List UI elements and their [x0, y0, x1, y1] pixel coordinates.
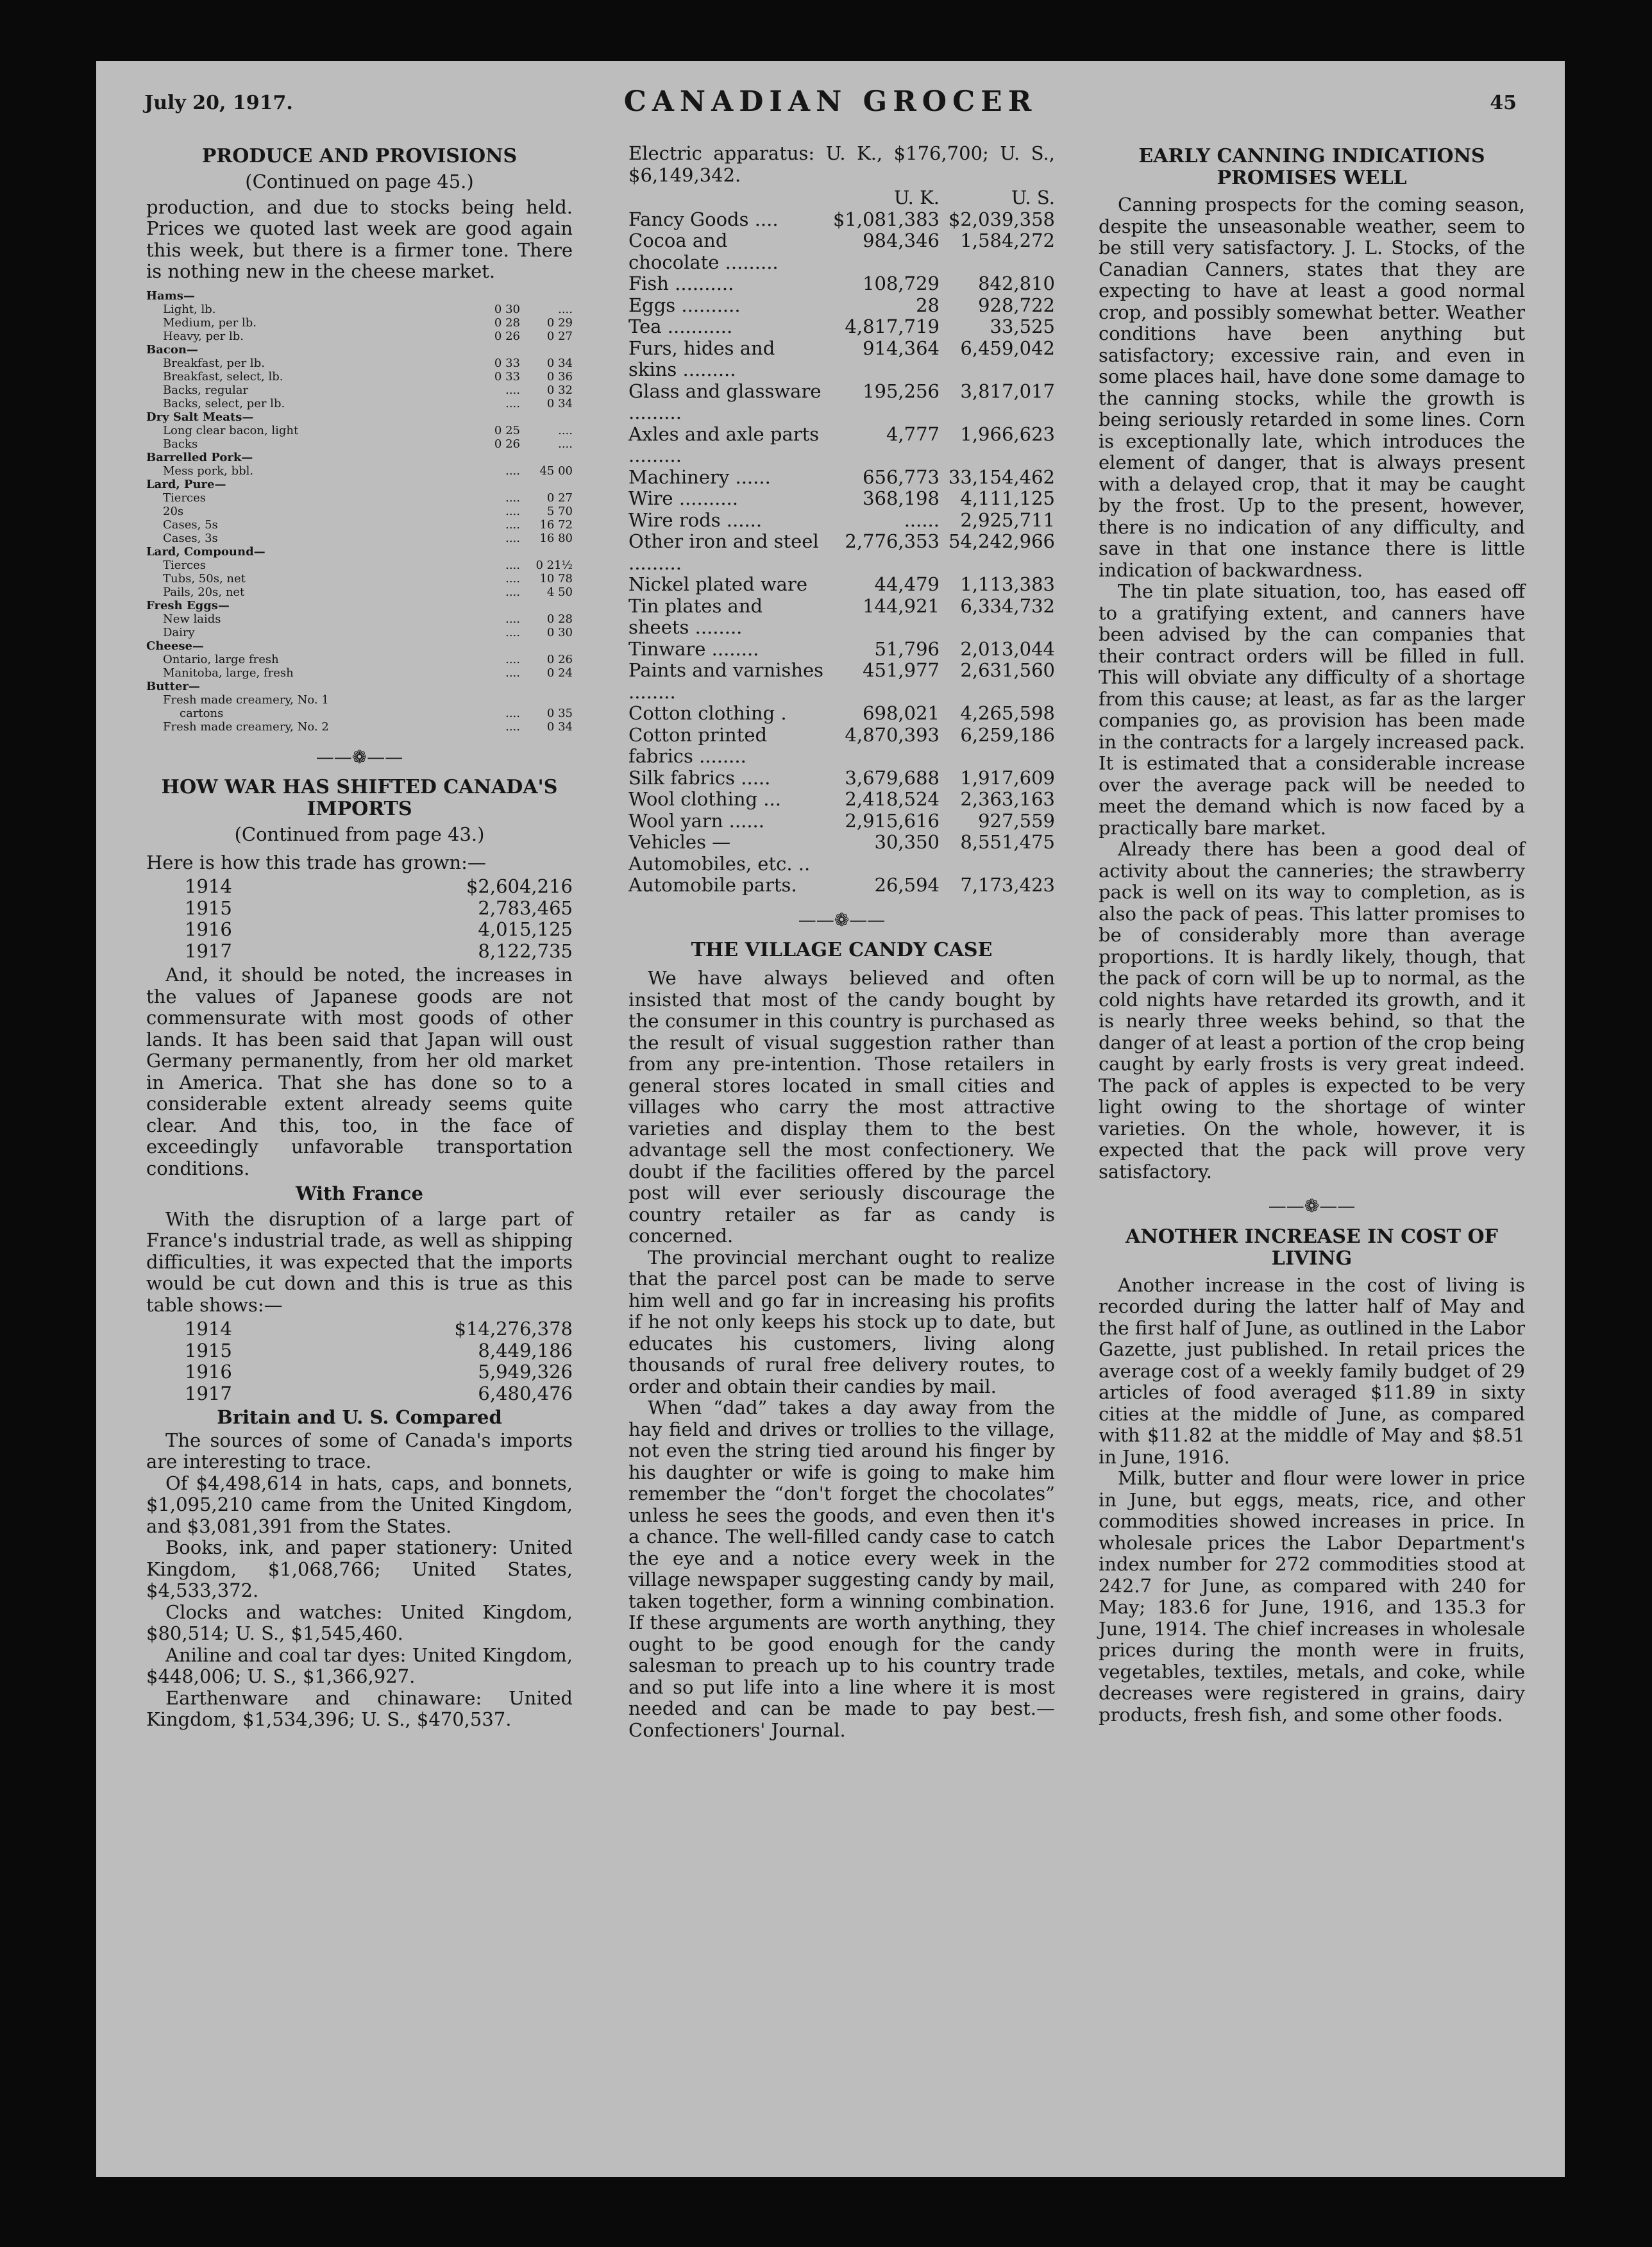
import-item: Automobile parts.: [628, 874, 797, 896]
price-row: [146, 532, 573, 545]
import-us: 8,551,475: [960, 831, 1055, 853]
price-high: 0 34: [546, 356, 573, 370]
britain-subheading: Britain and U. S. Compared: [217, 1406, 502, 1428]
article-paragraph: Aniline and coal tar dyes: United Kingdom, $448,006; U. S., $1,366,927.: [146, 1644, 573, 1687]
price-label: Backs, select, per lb.: [163, 396, 285, 410]
import-us: 3,817,017: [960, 380, 1055, 402]
import-uk: 51,796: [874, 637, 940, 660]
price-group-title: Dry Salt Meats—: [146, 410, 254, 424]
import-us: 7,173,423: [960, 874, 1055, 896]
figure-year: 1914: [185, 875, 232, 897]
imports-row: [628, 488, 1055, 510]
price-low: 0 26: [494, 329, 520, 343]
produce-paragraph: production, and due to stocks being held. Prices we quoted last week are good again this week, but there is a firmer tone. There is nothing new in the cheese market.: [146, 196, 573, 282]
header-uk: U. K.: [893, 187, 940, 208]
import-item: Furs, hides and skins .........: [628, 337, 775, 380]
price-label: Heavy, per lb.: [163, 329, 244, 343]
price-label: Pails, 20s, net: [163, 585, 245, 599]
import-item: Wire rods ......: [628, 509, 763, 531]
price-low: ....: [505, 571, 520, 585]
import-uk: 30,350: [874, 831, 940, 853]
price-row: [146, 437, 573, 451]
import-uk: 2,776,353: [845, 530, 940, 552]
price-low: ....: [505, 504, 520, 518]
canning-heading: EARLY CANNING INDICATIONS PROMISES WELL: [1138, 145, 1485, 189]
article-paragraph: Earthenware and chinaware: United Kingdom, $1,534,396; U. S., $470,537.: [146, 1687, 573, 1730]
import-uk: 4,870,393: [845, 723, 940, 746]
imports-row: [628, 789, 1055, 811]
import-uk: 44,479: [874, 573, 940, 595]
price-low: ....: [505, 652, 520, 666]
price-label: Ontario, large fresh: [163, 652, 279, 666]
import-us: 1,966,623: [960, 423, 1055, 445]
price-label: Tierces: [163, 491, 206, 505]
figure-row: [146, 941, 573, 963]
import-us: $2,039,358: [948, 208, 1055, 230]
import-us: 2,013,044: [960, 637, 1055, 660]
imports-row: [628, 725, 1055, 768]
price-label: Tubs, 50s, net: [163, 571, 246, 585]
price-high: 0 30: [546, 625, 573, 639]
article-paragraph: We have always believed and often insisted that most of the candy bought by the consumer in this country is purchased as the result of visual suggestion rather than from any pre-intention. Those retailers in general stores located in small cities and villages who carry the most attractive varieties and display them to the best advantage sell the most confectionery. We doubt if the facilities offered by the parcel post will ever seriously discourage the country retailer as far as candy is concerned.: [628, 967, 1055, 1247]
price-row: [146, 330, 573, 343]
figure-amount: $14,276,378: [454, 1318, 573, 1340]
imports-row: [628, 875, 1055, 896]
price-label: Manitoba, large, fresh: [163, 666, 294, 680]
figure-amount: 8,122,735: [478, 939, 573, 962]
price-label: Fresh made creamery, No. 1: [163, 693, 329, 707]
price-group-title: Cheese—: [146, 639, 204, 653]
price-label: Cases, 3s: [163, 531, 218, 545]
import-uk: 2,418,524: [845, 788, 940, 810]
import-item: Vehicles — Automobiles, etc. ..: [628, 831, 811, 875]
imports-table: [628, 187, 1055, 896]
figure-row: [146, 876, 573, 898]
figure-amount: $2,604,216: [466, 875, 573, 897]
price-row: [146, 357, 573, 370]
price-low: 0 26: [494, 437, 520, 451]
column-middle: [628, 143, 1055, 1741]
price-high: 0 29: [546, 316, 573, 330]
import-item: Nickel plated ware: [628, 573, 807, 595]
price-low: 0 25: [494, 423, 520, 437]
import-uk: 3,679,688: [845, 766, 940, 789]
electric-apparatus-line: Electric apparatus: U. K., $176,700; U. S., $6,149,342.: [628, 142, 1055, 186]
imports-row: [628, 209, 1055, 231]
import-item: Eggs ..........: [628, 294, 741, 316]
imports-table-header: [628, 187, 1055, 209]
price-label: Breakfast, select, lb.: [163, 369, 283, 383]
price-row: [146, 626, 573, 639]
import-item: Other iron and steel .........: [628, 530, 819, 574]
import-us: 928,722: [978, 294, 1055, 316]
price-low: ....: [505, 383, 520, 397]
figure-row: [146, 1318, 573, 1340]
import-item: Wool clothing ...: [628, 788, 781, 810]
price-label: Backs: [163, 437, 198, 451]
candy-paragraphs: [628, 968, 1055, 1741]
price-low: ....: [505, 585, 520, 599]
price-row: [146, 707, 573, 720]
price-row: [146, 585, 573, 599]
price-label: 20s: [163, 504, 184, 518]
france-paragraph: With the disruption of a large part of France's industrial trade, as well as shipping difficulties, it was expected that the imports would be cut down and this is true as this table shows:—: [146, 1208, 573, 1316]
imports-row: [628, 295, 1055, 317]
page-header: [144, 85, 1517, 124]
price-high: 0 36: [546, 369, 573, 383]
price-row: [146, 693, 573, 707]
import-item: Wire ..........: [628, 487, 738, 509]
price-row: [146, 518, 573, 532]
price-low: 0 30: [494, 302, 520, 316]
price-high: 0 24: [546, 666, 573, 680]
import-item: Axles and axle parts .........: [628, 423, 820, 466]
article-paragraph: Already there has been a good deal of activity about the canneries; the strawberry pack is well on its way to completion, as is also the pack of peas. This latter promises to be of considerably more than average proportions. It is hardly likely, though, that the pack of corn will be up to normal, as the cold nights have retarded its growth, and it is nearly three weeks behind, so that the danger of at least a portion of the crop being caught by early frosts is very great indeed. The pack of apples is expected to be very light owing to the shortage of winter varieties. On the whole, however, it is expected that the pack will prove very satisfactory.: [1099, 838, 1525, 1182]
figure-amount: 4,015,125: [478, 918, 573, 940]
imports-row: [628, 338, 1055, 381]
price-low: ....: [505, 464, 520, 478]
import-uk: 108,729: [863, 273, 940, 294]
price-low: ....: [505, 625, 520, 639]
price-label: New laids: [163, 612, 221, 626]
newspaper-page: [96, 61, 1565, 2177]
price-row: [146, 303, 573, 316]
figure-row: [146, 1361, 573, 1383]
import-uk: 195,256: [863, 380, 940, 402]
article-paragraph: Another increase in the cost of living is recorded during the latter half of May and the first half of June, as outlined in the Labor Gazette, just published. In retail prices the average cost of a weekly family budget of 29 articles of food averaged $11.89 in sixty cities at the middle of June, as compared with $11.82 at the middle of May and $8.51 in June, 1916.: [1099, 1274, 1525, 1468]
imports-row: [628, 531, 1055, 574]
import-us: 2,363,163: [960, 788, 1055, 810]
figure-amount: 2,783,465: [478, 896, 573, 919]
britain-paragraphs: [146, 1430, 573, 1731]
price-low: ....: [505, 612, 520, 626]
import-item: Fish ..........: [628, 273, 734, 294]
price-row: [146, 464, 573, 478]
figure-row: [146, 919, 573, 941]
canning-paragraphs: [1099, 194, 1525, 1182]
imports-row: [628, 381, 1055, 424]
price-high: 5 70: [546, 504, 573, 518]
import-item: Tinware ........: [628, 637, 759, 660]
article-paragraph: When “dad” takes a day away from the hay field and drives or trollies to the village, not even the string tied around his finger by his daughter or wife is going to make him remember the “don't forget the chocolates” unless he sees the goods, and even then it's a chance. The well-filled candy case to catch the eye and a notice every week in the village newspaper suggesting candy by mail, taken together, form a winning combination. If these arguments are worth anything, they ought to be good enough for the candy salesman to preach up to his country trade and so put life into a line where it is most needed and can be made to pay best.—Confectioners' Journal.: [628, 1397, 1055, 1741]
column-right: [1099, 143, 1525, 1726]
price-row: [146, 572, 573, 585]
price-high: ....: [558, 302, 573, 316]
import-uk: $1,081,383: [832, 208, 940, 230]
price-low: ....: [505, 531, 520, 545]
import-item: Paints and varnishes ........: [628, 659, 824, 703]
article-paragraph: The provincial merchant ought to realize that the parcel post can be made to serve him well and go far in increasing his profits if he not only keeps his stock up to date, but educates his customers, living along thousands of rural free delivery routes, to order and obtain their candies by mail.: [628, 1246, 1055, 1397]
price-row: [146, 559, 573, 572]
imports-row: [628, 316, 1055, 338]
price-low: ....: [505, 396, 520, 410]
issue-date: July 20, 1917.: [144, 92, 293, 114]
price-low: [468, 693, 520, 707]
war-imports-heading: HOW WAR HAS SHIFTED CANADA'S IMPORTS: [161, 776, 558, 820]
imports-row: [628, 424, 1055, 467]
figure-year: 1917: [185, 1382, 232, 1404]
imports-row: [628, 703, 1055, 725]
imports-row: [628, 811, 1055, 832]
article-paragraph: Clocks and watches: United Kingdom, $80,514; U. S., $1,545,460.: [146, 1601, 573, 1644]
imports-row: [628, 832, 1055, 875]
war-imports-subheading: (Continued from page 43.): [234, 823, 485, 845]
figure-year: 1916: [185, 918, 232, 940]
imports-row: [628, 639, 1055, 661]
price-row: [146, 397, 573, 410]
imports-row: [628, 510, 1055, 532]
imports-row: [628, 768, 1055, 789]
imports-row: [628, 273, 1055, 295]
figure-year: 1914: [185, 1318, 232, 1340]
price-label: Cases, 5s: [163, 518, 218, 532]
price-high: ....: [558, 423, 573, 437]
ornament-divider: ——❁——: [798, 909, 886, 930]
figure-year: 1917: [185, 939, 232, 962]
price-row: [146, 370, 573, 383]
import-uk: 368,198: [863, 487, 940, 509]
import-us: 6,334,732: [960, 594, 1055, 617]
price-low: ....: [505, 491, 520, 505]
price-label: cartons: [180, 706, 224, 720]
france-subheading: With France: [296, 1182, 423, 1204]
import-us: 54,242,966: [948, 530, 1055, 552]
figure-amount: 5,949,326: [478, 1361, 573, 1383]
figure-year: 1916: [185, 1361, 232, 1383]
ornament-divider: ——❁——: [1268, 1195, 1356, 1216]
price-low: ....: [505, 706, 520, 720]
price-low: ....: [505, 518, 520, 532]
import-us: 33,154,462: [948, 466, 1055, 488]
figure-year: 1915: [185, 896, 232, 919]
produce-subheading: (Continued on page 45.): [245, 171, 474, 192]
import-item: Fancy Goods ....: [628, 208, 779, 230]
price-label: Mess pork, bbl.: [163, 464, 254, 478]
import-uk: 698,021: [863, 702, 940, 724]
figure-year: 1915: [185, 1339, 232, 1361]
import-uk: 144,921: [863, 594, 940, 617]
price-row: [146, 491, 573, 505]
price-high: [520, 693, 573, 707]
price-low: 0 33: [494, 356, 520, 370]
price-high: 0 34: [546, 396, 573, 410]
price-list: [146, 289, 573, 734]
price-high: 16 80: [539, 531, 573, 545]
price-low: 0 28: [494, 316, 520, 330]
import-uk: 451,977: [863, 659, 940, 681]
imports-row: [628, 574, 1055, 596]
import-us: 4,265,598: [960, 702, 1055, 724]
import-uk: 4,817,719: [845, 316, 940, 337]
ornament-divider: ——❁——: [316, 746, 403, 768]
price-high: 0 34: [546, 720, 573, 734]
price-row: [146, 666, 573, 680]
figure-row: [146, 898, 573, 920]
import-us: 927,559: [978, 809, 1055, 832]
import-us: 842,810: [978, 273, 1055, 294]
import-us: 2,631,560: [960, 659, 1055, 681]
price-group-title: Barrelled Pork—: [146, 450, 253, 464]
import-item: Wool yarn ......: [628, 809, 764, 832]
price-row: [146, 720, 573, 734]
figure-amount: 8,449,186: [478, 1339, 573, 1361]
price-group-title: Butter—: [146, 679, 200, 693]
price-low: ....: [505, 666, 520, 680]
price-label: Long clear bacon, light: [163, 423, 299, 437]
import-uk: 4,777: [886, 423, 940, 445]
price-row: [146, 653, 573, 666]
article-paragraph: The sources of some of Canada's imports are interesting to trace.: [146, 1429, 573, 1472]
price-group-title: Hams—: [146, 289, 195, 303]
france-figures: [146, 1318, 573, 1404]
figure-row: [146, 1340, 573, 1362]
price-label: Fresh made creamery, No. 2: [163, 720, 329, 734]
masthead-title: CANADIAN GROCER: [623, 85, 1038, 118]
price-row: [146, 505, 573, 518]
price-high: 0 27: [546, 491, 573, 505]
imports-row: [628, 467, 1055, 489]
price-high: 0 32: [546, 383, 573, 397]
import-us: 4,111,125: [960, 487, 1055, 509]
price-group-title: Bacon—: [146, 342, 198, 357]
candy-heading: THE VILLAGE CANDY CASE: [691, 939, 993, 961]
price-group-title: Lard, Compound—: [146, 544, 266, 559]
import-us: 6,459,042: [960, 337, 1055, 359]
import-us: 33,525: [990, 316, 1055, 337]
price-high: 16 72: [539, 518, 573, 532]
import-uk: 2,915,616: [845, 809, 940, 832]
imports-row: [628, 596, 1055, 639]
price-low: 0 33: [494, 369, 520, 383]
import-us: 1,584,272: [960, 230, 1055, 251]
imports-row: [628, 660, 1055, 703]
price-row: [146, 383, 573, 397]
import-item: Cocoa and chocolate .........: [628, 230, 779, 273]
imports-row: [628, 230, 1055, 273]
import-item: Cotton printed fabrics ........: [628, 723, 768, 767]
figure-amount: 6,480,476: [478, 1382, 573, 1404]
import-item: Glass and glassware .........: [628, 380, 822, 423]
article-paragraph: Of $4,498,614 in hats, caps, and bonnets, $1,095,210 came from the United Kingdom, and $3,081,391 from the States.: [146, 1472, 573, 1537]
article-paragraph: Books, ink, and paper stationery: United Kingdom, $1,068,766; United States, $4,533,372.: [146, 1536, 573, 1601]
price-high: 45 00: [539, 464, 573, 478]
price-high: 0 28: [546, 612, 573, 626]
living-heading: ANOTHER INCREASE IN COST OF LIVING: [1125, 1225, 1498, 1270]
import-uk: 26,594: [874, 874, 940, 896]
import-us: 1,113,383: [960, 573, 1055, 595]
price-label: Light, lb.: [163, 302, 216, 316]
price-label: Breakfast, per lb.: [163, 356, 265, 370]
import-uk: 656,773: [863, 466, 940, 488]
price-group-title: Fresh Eggs—: [146, 598, 230, 612]
price-high: 0 26: [546, 652, 573, 666]
price-label: Tierces: [163, 558, 206, 572]
price-high: 10 78: [539, 571, 573, 585]
war-intro: Here is how this trade has grown:—: [146, 851, 486, 873]
article-paragraph: The tin plate situation, too, has eased off to a gratifying extent, and canners have been advised by the can companies that their contract orders will be filled in full. This will obviate any difficulty of a shortage from this cause; at least, as far as the larger companies go, as provision has been made in the contracts for a largely increased pack. It is estimated that a considerable increase over the average pack will be needed to meet the demand which is now faced by a practically bare market.: [1099, 580, 1525, 839]
import-us: 6,259,186: [960, 723, 1055, 746]
price-label: Medium, per lb.: [163, 316, 257, 330]
import-item: Cotton clothing .: [628, 702, 787, 724]
column-left: [146, 143, 573, 1731]
war-paragraph: And, it should be noted, the increases in the values of Japanese goods are not commensurate with most goods of other lands. It has been said that Japan will oust Germany permanently, from her old market in America. That she has done so to a considerable extent already seems quite clear. And this, too, in the face of exceedingly unfavorable transportation conditions.: [146, 964, 573, 1179]
page-number: 45: [1490, 92, 1517, 114]
import-uk: 914,364: [863, 337, 940, 359]
import-item: Tea ...........: [628, 316, 733, 337]
import-uk: 28: [916, 294, 940, 316]
price-label: Dairy: [163, 625, 195, 639]
import-us: 1,917,609: [960, 766, 1055, 789]
living-paragraphs: [1099, 1275, 1525, 1726]
produce-heading: PRODUCE AND PROVISIONS: [201, 145, 518, 167]
header-us: U. S.: [1011, 187, 1055, 208]
price-high: 4 50: [546, 585, 573, 599]
figure-row: [146, 1383, 573, 1405]
import-us: 2,925,711: [960, 509, 1055, 531]
price-low: ....: [505, 720, 520, 734]
price-high: 0 21½: [535, 558, 573, 572]
import-uk: ......: [904, 509, 940, 531]
price-row: [146, 316, 573, 330]
price-group-title: Lard, Pure—: [146, 477, 226, 491]
import-item: Silk fabrics .....: [628, 766, 771, 789]
article-paragraph: Milk, butter and flour were lower in price in June, but eggs, meats, rice, and other commodities showed increases in price. In wholesale prices the Labor Department's index number for 272 commodities stood at 242.7 for June, as compared with 240 for May; 183.6 for June, 1916, and 135.3 for June, 1914. The chief increases in wholesale prices during the month were in fruits, vegetables, textiles, metals, and coke, while decreases were registered in grains, dairy products, fresh fish, and some other foods.: [1099, 1467, 1525, 1726]
price-high: 0 35: [546, 706, 573, 720]
price-row: [146, 424, 573, 437]
import-uk: 984,346: [863, 230, 940, 251]
price-high: 0 27: [546, 329, 573, 343]
import-item: Machinery ......: [628, 466, 771, 488]
price-label: Backs, regular: [163, 383, 249, 397]
growth-figures: [146, 876, 573, 962]
price-row: [146, 612, 573, 626]
article-paragraph: Canning prospects for the coming season, despite the unseasonable weather, seem to be still very satisfactory. J. L. Stocks, of the Canadian Canners, states that they are expecting to have at least a good normal crop, and possibly somewhat better. Weather conditions have been anything but satisfactory; excessive rain, and even in some places hail, have done some damage to the canning stocks, while the growth is being seriously retarded in some lines. Corn is exceptionally late, which introduces the element of danger, that is always present with a delayed crop, that it may be caught by the frost. Up to the present, however, there is no indication of any difficulty, and save in that one instance there is little indication of backwardness.: [1099, 194, 1525, 581]
price-low: ....: [505, 558, 520, 572]
import-item: Tin plates and sheets ........: [628, 594, 763, 638]
price-high: ....: [558, 437, 573, 451]
